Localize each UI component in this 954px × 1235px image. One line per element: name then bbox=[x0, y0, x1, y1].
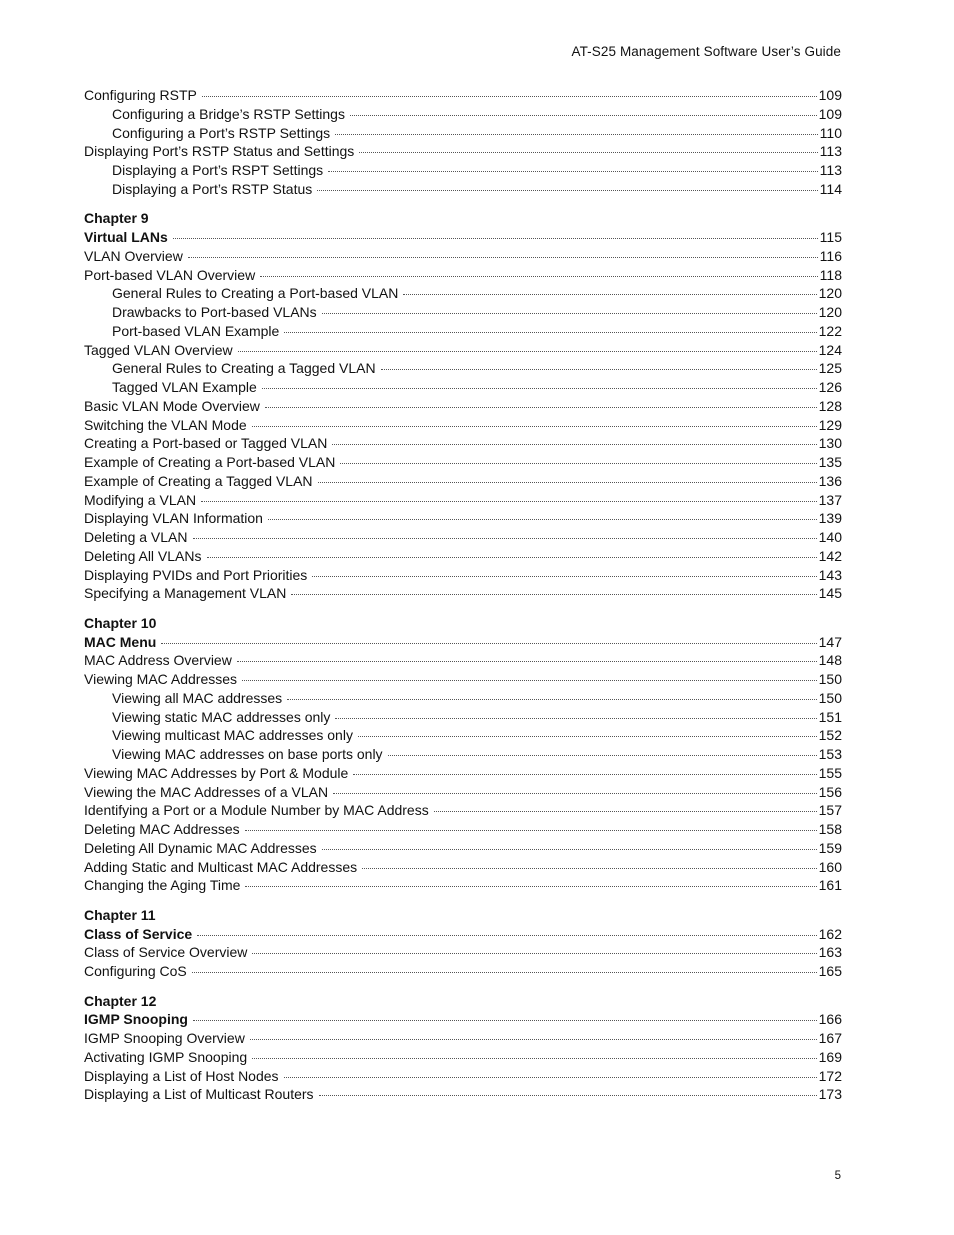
toc-entry-page: 115 bbox=[819, 229, 842, 245]
running-header: AT-S25 Management Software User’s Guide bbox=[571, 44, 841, 59]
dot-leader bbox=[252, 425, 817, 427]
dot-leader bbox=[193, 537, 817, 539]
toc-entry-title: Configuring a Bridge’s RSTP Settings bbox=[112, 105, 345, 122]
toc-entry-page: 113 bbox=[819, 143, 842, 160]
toc-entry-title: Deleting All VLANs bbox=[84, 547, 202, 564]
toc-entry-title: Identifying a Port or a Module Number by MAC Address bbox=[84, 802, 429, 819]
toc-entry-title: Basic VLAN Mode Overview bbox=[84, 397, 260, 414]
toc-entry[interactable] bbox=[84, 434, 842, 453]
dot-leader bbox=[252, 952, 816, 954]
toc-entry[interactable] bbox=[84, 566, 842, 585]
toc-entry[interactable] bbox=[84, 726, 842, 745]
chapter-label: Chapter 10 bbox=[84, 614, 157, 631]
toc-entry-title: Viewing the MAC Addresses of a VLAN bbox=[84, 783, 329, 800]
toc-entry-title: IGMP Snooping Overview bbox=[84, 1030, 245, 1046]
toc-entry-page: 165 bbox=[818, 963, 842, 979]
dot-leader bbox=[362, 867, 817, 869]
toc-entry-page: 145 bbox=[818, 585, 842, 602]
toc-entry-page: 135 bbox=[818, 454, 842, 470]
toc-entry[interactable] bbox=[84, 962, 842, 981]
dot-leader bbox=[173, 237, 818, 239]
toc-entry[interactable] bbox=[84, 124, 842, 143]
toc-entry-title: Switching the VLAN Mode bbox=[84, 416, 247, 433]
dot-leader bbox=[161, 642, 816, 644]
toc-entry-page: 129 bbox=[818, 416, 842, 433]
toc-entry[interactable] bbox=[84, 105, 842, 124]
dot-leader bbox=[322, 848, 817, 850]
toc-entry[interactable] bbox=[84, 801, 842, 820]
toc-entry-page: 163 bbox=[818, 944, 842, 961]
chapter-title-entry[interactable] bbox=[84, 925, 842, 944]
toc-entry[interactable] bbox=[84, 142, 842, 161]
toc-entry-page: 128 bbox=[818, 397, 842, 414]
chapter-label: Chapter 12 bbox=[84, 992, 157, 1009]
toc-entry-page: 150 bbox=[818, 689, 842, 706]
toc-entry-page: 162 bbox=[818, 925, 842, 942]
toc-entry[interactable] bbox=[84, 1029, 842, 1048]
toc-entry-page: 155 bbox=[818, 764, 842, 781]
toc-entry[interactable] bbox=[84, 266, 842, 285]
toc-entry-page: 137 bbox=[818, 491, 842, 508]
toc-entry-title: Viewing MAC addresses on base ports only bbox=[112, 746, 383, 762]
dot-leader bbox=[202, 95, 817, 97]
toc-entry-title: Class of Service Overview bbox=[84, 944, 248, 961]
toc-entry[interactable] bbox=[84, 341, 842, 360]
dot-leader bbox=[284, 1076, 817, 1078]
dot-leader bbox=[381, 368, 817, 370]
toc-entry-title: Changing the Aging Time bbox=[84, 877, 241, 894]
toc-entry[interactable] bbox=[84, 876, 842, 895]
dot-leader bbox=[238, 350, 817, 352]
toc-entry-page: 139 bbox=[818, 510, 842, 527]
toc-entry-page: 169 bbox=[818, 1048, 842, 1065]
dot-leader bbox=[312, 575, 816, 577]
toc-entry-page: 122 bbox=[818, 322, 842, 339]
toc-entry-page: 151 bbox=[818, 708, 842, 725]
toc-entry-title: Configuring RSTP bbox=[84, 87, 197, 103]
dot-leader bbox=[192, 971, 817, 973]
toc-entry-page: 158 bbox=[818, 821, 842, 837]
toc-entry-title: Displaying a List of Multicast Routers bbox=[84, 1086, 314, 1103]
toc-entry-page: 118 bbox=[819, 266, 842, 283]
toc-entry-page: 166 bbox=[818, 1011, 842, 1028]
toc-entry[interactable] bbox=[84, 180, 842, 199]
chapter-label: Chapter 11 bbox=[84, 906, 156, 923]
dot-leader bbox=[250, 1038, 817, 1040]
toc-entry[interactable] bbox=[84, 303, 842, 322]
toc-entry[interactable] bbox=[84, 670, 842, 689]
toc-entry[interactable] bbox=[84, 86, 842, 105]
dot-leader bbox=[332, 443, 816, 445]
chapter-title-entry[interactable] bbox=[84, 228, 842, 247]
toc-entry[interactable] bbox=[84, 1067, 842, 1086]
toc-entry-page: 153 bbox=[818, 746, 842, 762]
dot-leader bbox=[318, 481, 817, 483]
dot-leader bbox=[434, 810, 817, 812]
toc-entry[interactable] bbox=[84, 783, 842, 802]
dot-leader bbox=[237, 660, 817, 662]
toc-entry-page: 116 bbox=[819, 247, 842, 264]
toc-entry[interactable] bbox=[84, 453, 842, 472]
toc-entry[interactable] bbox=[84, 491, 842, 510]
toc-entry[interactable] bbox=[84, 322, 842, 341]
dot-leader bbox=[262, 387, 817, 389]
table-of-contents bbox=[84, 86, 842, 1104]
toc-entry-page: 150 bbox=[818, 671, 842, 687]
toc-entry-title: Configuring a Port’s RSTP Settings bbox=[112, 124, 331, 141]
toc-entry-title: General Rules to Creating a Tagged VLAN bbox=[112, 360, 376, 377]
dot-leader bbox=[317, 189, 817, 191]
dot-leader bbox=[335, 133, 818, 135]
toc-entry-title: Modifying a VLAN bbox=[84, 491, 197, 508]
toc-entry-page: 147 bbox=[818, 633, 842, 650]
toc-entry-title: Viewing static MAC addresses only bbox=[112, 708, 331, 725]
toc-entry[interactable] bbox=[84, 284, 842, 303]
toc-entry-page: 161 bbox=[818, 877, 842, 894]
toc-entry-page: 160 bbox=[818, 858, 842, 875]
toc-entry-title: Displaying PVIDs and Port Priorities bbox=[84, 566, 308, 583]
dot-leader bbox=[403, 293, 816, 295]
toc-entry[interactable] bbox=[84, 820, 842, 839]
toc-entry-page: 113 bbox=[819, 162, 842, 178]
dot-leader bbox=[252, 1057, 816, 1059]
dot-leader bbox=[265, 406, 817, 408]
toc-entry-page: 114 bbox=[819, 180, 842, 197]
toc-entry-title: Port-based VLAN Example bbox=[112, 322, 280, 339]
toc-entry-title: Viewing MAC Addresses by Port & Module bbox=[84, 764, 349, 781]
dot-leader bbox=[197, 934, 816, 936]
dot-leader bbox=[335, 717, 816, 719]
dot-leader bbox=[260, 275, 817, 277]
toc-entry-page: 126 bbox=[818, 379, 842, 395]
dot-leader bbox=[359, 151, 817, 153]
dot-leader bbox=[245, 829, 817, 831]
dot-leader bbox=[207, 556, 817, 558]
toc-entry[interactable] bbox=[84, 528, 842, 547]
dot-leader bbox=[291, 593, 816, 595]
toc-entry[interactable] bbox=[84, 247, 842, 266]
toc-entry-page: 109 bbox=[818, 87, 842, 103]
chapter-title-entry[interactable] bbox=[84, 633, 842, 652]
dot-leader bbox=[353, 773, 816, 775]
toc-entry[interactable] bbox=[84, 764, 842, 783]
dot-leader bbox=[388, 754, 817, 756]
toc-entry-page: 120 bbox=[818, 285, 842, 302]
toc-entry-page: 120 bbox=[818, 304, 842, 320]
toc-entry-title: MAC Menu bbox=[84, 633, 157, 650]
toc-entry[interactable] bbox=[84, 651, 842, 670]
toc-entry[interactable] bbox=[84, 1048, 842, 1067]
toc-entry-title: Displaying a Port’s RSPT Settings bbox=[112, 162, 324, 178]
toc-entry-page: 143 bbox=[818, 566, 842, 583]
toc-entry-title: Viewing MAC Addresses bbox=[84, 671, 238, 687]
toc-entry-page: 173 bbox=[818, 1086, 842, 1103]
toc-entry[interactable] bbox=[84, 161, 842, 180]
toc-entry[interactable] bbox=[84, 1085, 842, 1104]
toc-entry-title: Displaying a Port’s RSTP Status bbox=[112, 180, 313, 197]
toc-entry-title: Displaying Port’s RSTP Status and Settings bbox=[84, 143, 355, 160]
toc-entry[interactable] bbox=[84, 689, 842, 708]
toc-entry-title: Configuring CoS bbox=[84, 963, 187, 979]
toc-entry-title: Adding Static and Multicast MAC Addresses bbox=[84, 858, 358, 875]
dot-leader bbox=[333, 792, 817, 794]
toc-entry-title: Tagged VLAN Overview bbox=[84, 341, 233, 358]
toc-entry[interactable] bbox=[84, 397, 842, 416]
dot-leader bbox=[350, 114, 817, 116]
dot-leader bbox=[358, 735, 817, 737]
page-number: 5 bbox=[834, 1170, 841, 1182]
dot-leader bbox=[268, 518, 817, 520]
dot-leader bbox=[284, 331, 816, 333]
toc-entry[interactable] bbox=[84, 359, 842, 378]
toc-entry[interactable] bbox=[84, 472, 842, 491]
toc-entry-page: 124 bbox=[818, 341, 842, 358]
toc-entry[interactable] bbox=[84, 943, 842, 962]
toc-entry-title: Deleting All Dynamic MAC Addresses bbox=[84, 839, 317, 856]
toc-entry-title: Deleting a VLAN bbox=[84, 529, 188, 545]
chapter-label: Chapter 9 bbox=[84, 210, 149, 227]
dot-leader bbox=[193, 1019, 817, 1021]
toc-entry-page: 125 bbox=[818, 360, 842, 377]
toc-entry[interactable] bbox=[84, 839, 842, 858]
toc-entry-title: VLAN Overview bbox=[84, 247, 183, 264]
dot-leader bbox=[287, 698, 816, 700]
toc-entry-title: Example of Creating a Port-based VLAN bbox=[84, 454, 336, 470]
toc-entry-title: Tagged VLAN Example bbox=[112, 379, 257, 395]
toc-entry[interactable] bbox=[84, 858, 842, 877]
toc-entry-page: 152 bbox=[818, 727, 842, 744]
dot-leader bbox=[328, 170, 818, 172]
toc-entry-title: Drawbacks to Port-based VLANs bbox=[112, 304, 317, 320]
toc-entry-title: Viewing multicast MAC addresses only bbox=[112, 727, 353, 744]
toc-entry-title: Class of Service bbox=[84, 925, 193, 942]
toc-entry-title: IGMP Snooping bbox=[84, 1011, 188, 1028]
toc-entry-page: 157 bbox=[818, 802, 842, 819]
toc-entry-page: 172 bbox=[818, 1067, 842, 1084]
toc-entry-page: 167 bbox=[818, 1030, 842, 1046]
toc-entry-title: Virtual LANs bbox=[84, 229, 168, 245]
toc-entry-page: 142 bbox=[818, 547, 842, 564]
toc-entry-page: 148 bbox=[818, 652, 842, 669]
toc-entry-page: 136 bbox=[818, 472, 842, 489]
dot-leader bbox=[188, 256, 818, 258]
toc-entry-title: MAC Address Overview bbox=[84, 652, 232, 669]
toc-entry[interactable] bbox=[84, 708, 842, 727]
dot-leader bbox=[242, 679, 817, 681]
toc-entry-page: 130 bbox=[818, 435, 842, 452]
toc-entry-page: 140 bbox=[818, 529, 842, 545]
toc-entry-title: Port-based VLAN Overview bbox=[84, 266, 256, 283]
toc-entry[interactable] bbox=[84, 416, 842, 435]
toc-entry-title: Displaying a List of Host Nodes bbox=[84, 1067, 279, 1084]
chapter-title-entry[interactable] bbox=[84, 1010, 842, 1029]
toc-entry-page: 109 bbox=[818, 105, 842, 122]
toc-entry-title: Displaying VLAN Information bbox=[84, 510, 263, 527]
dot-leader bbox=[340, 462, 816, 464]
toc-entry[interactable] bbox=[84, 745, 842, 764]
toc-entry[interactable] bbox=[84, 584, 842, 603]
toc-entry-title: Activating IGMP Snooping bbox=[84, 1048, 248, 1065]
toc-entry-page: 110 bbox=[819, 124, 842, 141]
toc-entry-page: 156 bbox=[818, 783, 842, 800]
toc-entry[interactable] bbox=[84, 509, 842, 528]
toc-entry[interactable] bbox=[84, 547, 842, 566]
dot-leader bbox=[319, 1094, 817, 1096]
dot-leader bbox=[245, 885, 816, 887]
toc-entry-title: General Rules to Creating a Port-based VLAN bbox=[112, 285, 399, 302]
dot-leader bbox=[201, 500, 817, 502]
toc-entry-title: Specifying a Management VLAN bbox=[84, 585, 287, 602]
dot-leader bbox=[322, 312, 817, 314]
toc-entry-title: Creating a Port-based or Tagged VLAN bbox=[84, 435, 328, 452]
toc-entry-title: Viewing all MAC addresses bbox=[112, 689, 283, 706]
toc-entry[interactable] bbox=[84, 378, 842, 397]
toc-entry-title: Example of Creating a Tagged VLAN bbox=[84, 472, 313, 489]
toc-entry-page: 159 bbox=[818, 839, 842, 856]
toc-entry-title: Deleting MAC Addresses bbox=[84, 821, 240, 837]
